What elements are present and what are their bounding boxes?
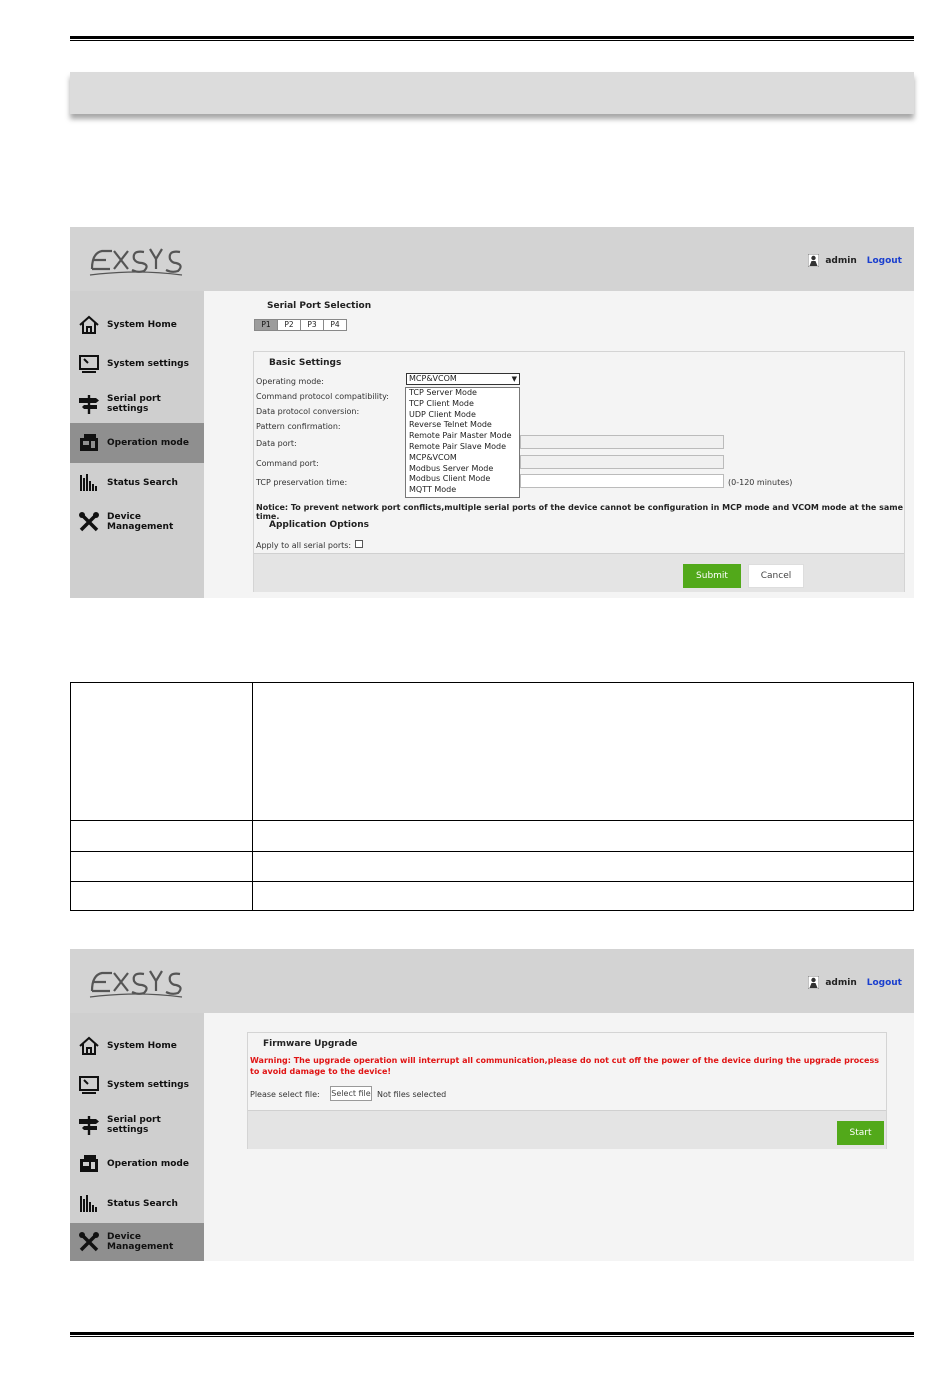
- operating-mode-select[interactable]: MCP&VCOM ▼: [406, 373, 520, 385]
- user-area: [808, 254, 902, 267]
- select-file-button[interactable]: Select file: [330, 1086, 372, 1101]
- user-icon: [808, 254, 819, 267]
- username: admin: [825, 255, 857, 266]
- section-title-bar: [70, 72, 914, 114]
- cancel-button[interactable]: Cancel: [748, 564, 804, 588]
- apply-all-checkbox[interactable]: [355, 540, 363, 548]
- tab-p2[interactable]: P2: [277, 319, 301, 331]
- option-remote-pair-slave[interactable]: Remote Pair Slave Mode: [409, 441, 507, 451]
- data-port-input[interactable]: [520, 435, 724, 449]
- tcp-preservation-label: TCP preservation time:: [256, 478, 348, 487]
- form-footer: [248, 1110, 886, 1149]
- option-modbus-server[interactable]: Modbus Server Mode: [409, 463, 494, 473]
- chevron-down-icon: ▼: [511, 375, 517, 383]
- command-protocol-label: Command protocol compatibility:: [256, 392, 389, 401]
- basic-settings-title: Basic Settings: [269, 358, 342, 368]
- tools-icon: [78, 511, 100, 533]
- firmware-upgrade-screenshot: [70, 949, 914, 1261]
- no-file-text: Not files selected: [377, 1090, 447, 1099]
- header-bar: [70, 227, 914, 291]
- table-row-divider: [71, 881, 913, 882]
- sidebar-item-system-settings[interactable]: System settings: [70, 1065, 204, 1105]
- main-content: [204, 291, 914, 598]
- option-tcp-client[interactable]: TCP Client Mode: [409, 398, 474, 408]
- settings-panel: [253, 351, 905, 592]
- option-mqtt[interactable]: MQTT Mode: [409, 485, 457, 495]
- option-mcp-vcom[interactable]: MCP&VCOM: [409, 452, 457, 462]
- operation-icon: [78, 432, 100, 454]
- data-protocol-label: Data protocol conversion:: [256, 407, 360, 416]
- data-port-label: Data port:: [256, 439, 297, 448]
- sidebar: [70, 291, 204, 598]
- signpost-icon: [78, 1114, 100, 1136]
- sidebar-item-status-search[interactable]: Status Search: [70, 463, 204, 503]
- command-port-input[interactable]: [520, 455, 724, 469]
- firmware-panel: [247, 1032, 887, 1149]
- sidebar-item-system-home[interactable]: System Home: [70, 1026, 204, 1066]
- notice-text: Notice: To prevent network port conflicts,multiple serial ports of the device cannot be configuration in MCP mode and VCOM mode at the same time.: [256, 503, 904, 521]
- operation-mode-screenshot: [70, 227, 914, 598]
- tab-p1[interactable]: P1: [254, 319, 278, 331]
- operation-icon: [78, 1153, 100, 1175]
- operating-mode-label: Operating mode:: [256, 377, 324, 386]
- command-port-label: Command port:: [256, 459, 319, 468]
- port-tabs: [254, 319, 346, 331]
- sidebar-item-system-settings[interactable]: System settings: [70, 344, 204, 384]
- form-footer: [254, 553, 904, 592]
- description-table: [70, 682, 914, 911]
- monitor-icon: [78, 1074, 100, 1096]
- username: admin: [825, 977, 857, 988]
- home-icon: [78, 1035, 100, 1057]
- user-icon: [808, 976, 819, 989]
- serial-port-selection-title: Serial Port Selection: [267, 301, 372, 311]
- tab-p3[interactable]: P3: [300, 319, 324, 331]
- sidebar-item-device-management[interactable]: Device Management: [70, 1223, 204, 1261]
- logout-link[interactable]: Logout: [866, 977, 902, 988]
- sidebar-item-status-search[interactable]: Status Search: [70, 1184, 204, 1224]
- sidebar-item-operation-mode[interactable]: Operation mode: [70, 1144, 204, 1184]
- start-button[interactable]: Start: [837, 1121, 884, 1145]
- application-options-title: Application Options: [269, 520, 369, 530]
- bottom-rule-thick: [70, 1332, 914, 1335]
- operating-mode-dropdown: [405, 387, 520, 498]
- monitor-icon: [78, 353, 100, 375]
- firmware-upgrade-title: Firmware Upgrade: [263, 1039, 358, 1049]
- table-row-divider: [71, 851, 913, 852]
- sidebar-item-serial-port-settings[interactable]: Serial port settings: [70, 1105, 204, 1145]
- sidebar-item-system-home[interactable]: System Home: [70, 305, 204, 345]
- signpost-icon: [78, 393, 100, 415]
- top-rule-thick: [70, 36, 914, 39]
- table-row-divider: [71, 820, 913, 821]
- option-remote-pair-master[interactable]: Remote Pair Master Mode: [409, 431, 512, 441]
- exsys-logo-icon: [88, 961, 184, 1001]
- bar-chart-icon: [78, 1193, 100, 1215]
- main-content: [204, 1013, 914, 1261]
- tools-icon: [78, 1231, 100, 1253]
- sidebar-item-serial-port-settings[interactable]: Serial port settings: [70, 384, 204, 424]
- bottom-rule-thin: [70, 1336, 914, 1337]
- tcp-preservation-input[interactable]: [520, 474, 724, 488]
- select-file-label: Please select file:: [250, 1090, 320, 1099]
- top-rule-thin: [70, 40, 914, 41]
- home-icon: [78, 314, 100, 336]
- bar-chart-icon: [78, 472, 100, 494]
- option-modbus-client[interactable]: Modbus Client Mode: [409, 474, 491, 484]
- tab-p4[interactable]: P4: [323, 319, 347, 331]
- upgrade-warning: Warning: The upgrade operation will interrupt all communication,please do not cut off the power of the device during the upgrade process to avoid damage to the device!: [250, 1056, 879, 1076]
- sidebar-item-operation-mode[interactable]: Operation mode: [70, 423, 204, 463]
- pattern-confirmation-label: Pattern confirmation:: [256, 422, 341, 431]
- submit-button[interactable]: Submit: [683, 564, 741, 588]
- logout-link[interactable]: Logout: [866, 255, 902, 266]
- user-area: [808, 976, 902, 989]
- option-reverse-telnet[interactable]: Reverse Telnet Mode: [409, 420, 492, 430]
- sidebar-item-device-management[interactable]: Device Management: [70, 502, 204, 542]
- sidebar: [70, 1013, 204, 1261]
- header-bar: [70, 949, 914, 1013]
- apply-all-label: Apply to all serial ports:: [256, 541, 352, 550]
- exsys-logo-icon: [88, 239, 184, 279]
- option-udp-client[interactable]: UDP Client Mode: [409, 409, 476, 419]
- table-column-divider: [252, 683, 253, 910]
- tcp-range-hint: (0-120 minutes): [728, 478, 793, 487]
- option-tcp-server[interactable]: TCP Server Mode: [409, 388, 477, 397]
